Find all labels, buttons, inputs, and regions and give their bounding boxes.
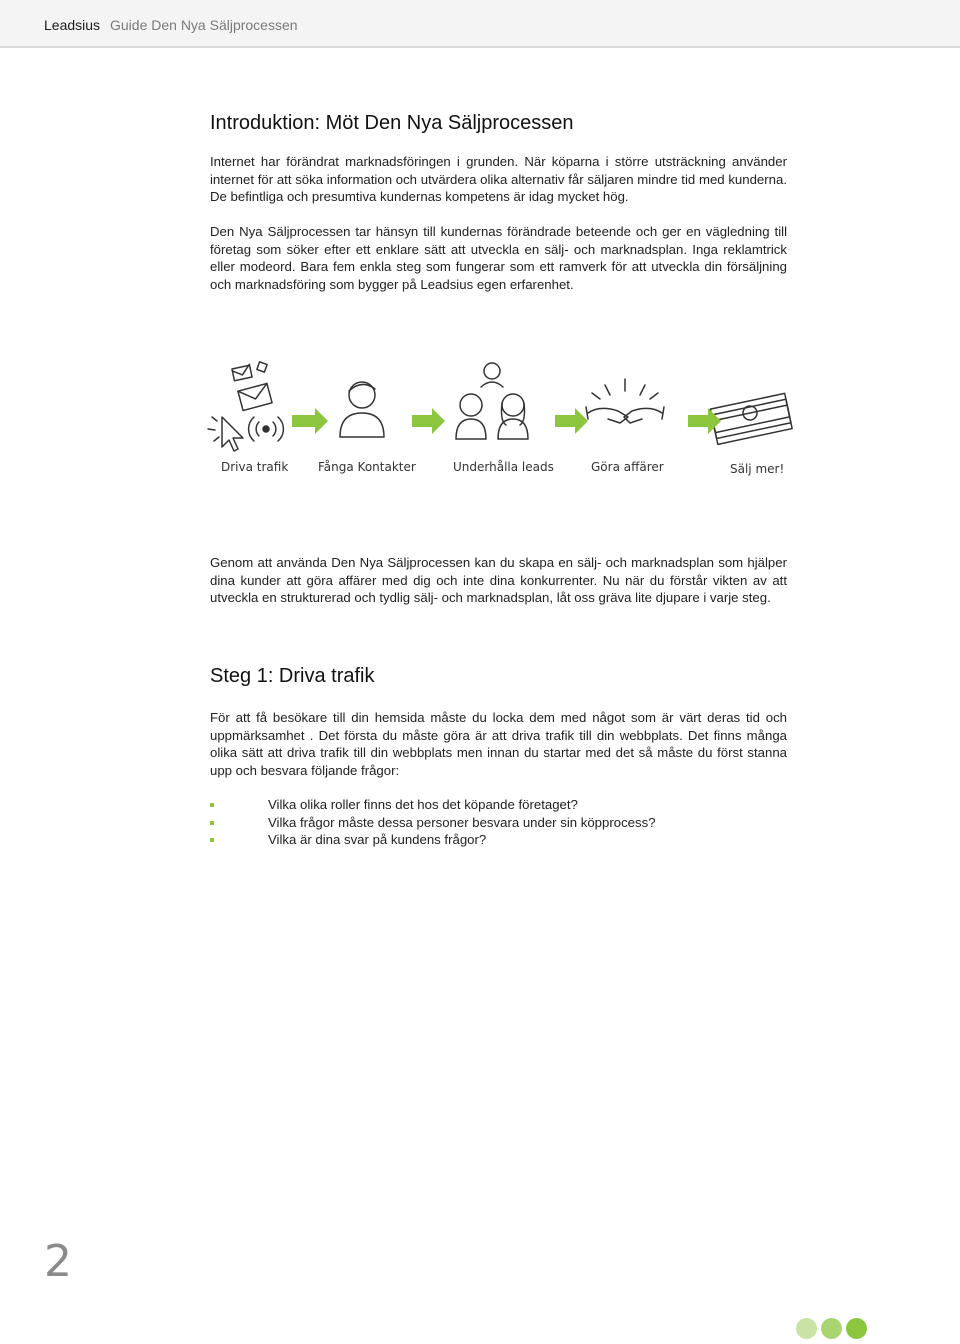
document-title: Guide Den Nya Säljprocessen bbox=[110, 17, 298, 33]
step-label-5: Sälj mer! bbox=[730, 462, 785, 476]
step1-paragraph: För att få besökare till din hemsida måste du locka dem med något som är värt deras tid och uppmärksamhet . Det första du måste göra är att driva trafik till din webbplats. Det finns många olika sätt att driva trafik till din webbplats men innan du startar med det så måste du först stanna upp och besvara följande frågor: bbox=[210, 710, 787, 778]
bullet-icon bbox=[210, 838, 214, 842]
list-item bbox=[210, 814, 770, 832]
step1-heading: Steg 1: Driva trafik bbox=[210, 665, 375, 687]
handshake-icon bbox=[586, 379, 664, 423]
list-item bbox=[210, 796, 770, 814]
question-text: Vilka är dina svar på kundens frågor? bbox=[268, 832, 487, 848]
top-bar bbox=[0, 0, 960, 48]
intro-paragraph-2: Den Nya Säljprocessen tar hänsyn till kundernas förändrade beteende och ger en vägledning till företag som söker efter ett enklare sätt att utveckla en sälj- och marknadsplan. Inga reklamtrick eller modeord. Bara fem enkla steg som fungerar som ett ramverk för att utveckla din försäljning och marknadsföring som bygger på Leadsius egen erfarenhet. bbox=[210, 224, 787, 292]
group-icon bbox=[456, 363, 528, 439]
bullet-icon bbox=[210, 821, 214, 825]
arrow-1 bbox=[292, 408, 328, 434]
closing-paragraph: Genom att använda Den Nya Säljprocessen kan du skapa en sälj- och marknadsplan som hjälper dina kunder att göra affärer med dig och inte dina konkurrenter. Nu när du förstår vikten av att utveckla en strukturerad och tydlig sälj- och marknadsplan, låt oss gräva lite djupare i varje steg. bbox=[210, 555, 787, 606]
question-text: Vilka olika roller finns det hos det köpande företaget? bbox=[268, 797, 578, 812]
sales-process-illustration bbox=[200, 355, 800, 485]
arrow-4 bbox=[688, 408, 721, 434]
intro-heading: Introduktion: Möt Den Nya Säljprocessen bbox=[210, 112, 574, 134]
decorative-dots bbox=[796, 1318, 871, 1344]
page-number: 2 bbox=[44, 1236, 72, 1287]
money-stack-icon bbox=[710, 393, 792, 444]
question-text: Vilka frågor måste dessa personer besvara under sin köpprocess? bbox=[268, 814, 656, 830]
signal-icon bbox=[249, 417, 284, 441]
intro-paragraph-1: Internet har förändrat marknadsföringen i grunden. När köparna i större utsträckning använder internet för att söka information och utvärdera olika alternativ får säljaren mindre tid med kunderna. De befintliga och presumtiva kundernas kompetens är idag mycket hög. bbox=[210, 154, 787, 205]
bullet-icon bbox=[210, 803, 214, 807]
dot-light bbox=[796, 1318, 817, 1339]
envelope-icon bbox=[232, 362, 272, 411]
step-label-1: Driva trafik bbox=[221, 460, 289, 474]
step-label-3: Underhålla leads bbox=[453, 460, 554, 474]
dot-dark bbox=[846, 1318, 867, 1339]
step-label-2: Fånga Kontakter bbox=[318, 460, 416, 474]
dot-medium bbox=[821, 1318, 842, 1339]
person-icon bbox=[340, 382, 384, 437]
cursor-icon bbox=[208, 417, 243, 451]
list-item bbox=[210, 831, 770, 849]
arrow-2 bbox=[412, 408, 445, 434]
arrow-3 bbox=[555, 408, 588, 434]
brand-name: Leadsius bbox=[44, 17, 101, 33]
step-label-4: Göra affärer bbox=[591, 460, 664, 474]
question-list bbox=[210, 796, 770, 849]
